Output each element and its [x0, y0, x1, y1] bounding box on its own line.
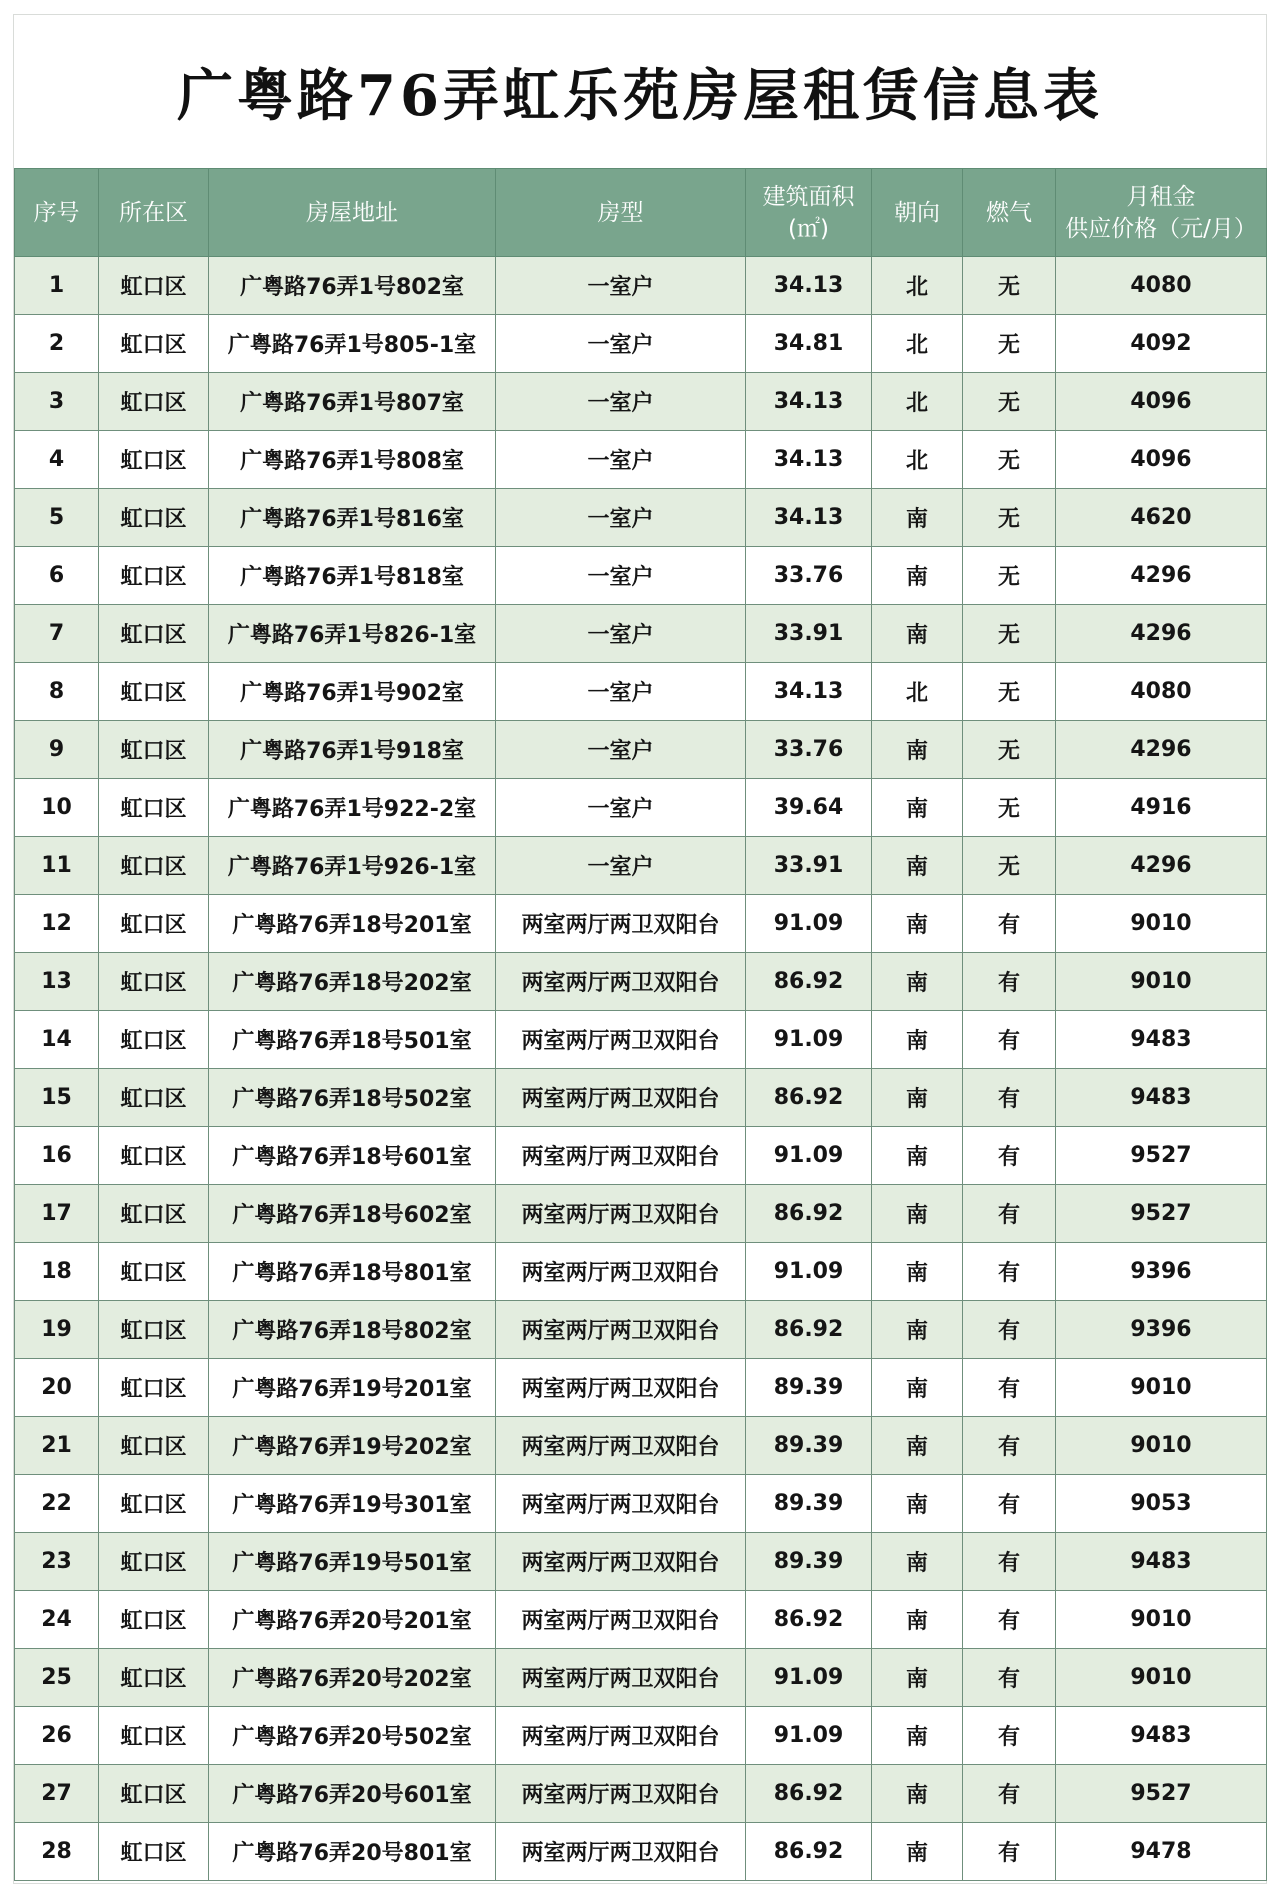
cell-address: 广粤路76弄19号301室 — [209, 1475, 496, 1533]
cell-district: 虹口区 — [99, 1359, 209, 1417]
cell-district: 虹口区 — [99, 1533, 209, 1591]
cell-seq: 17 — [15, 1185, 99, 1243]
cell-address: 广粤路76弄18号501室 — [209, 1011, 496, 1069]
cell-gas: 有 — [963, 1359, 1056, 1417]
cell-gas: 无 — [963, 373, 1056, 431]
table-row — [15, 1533, 1267, 1591]
cell-layout: 两室两厅两卫双阳台 — [496, 1417, 746, 1475]
cell-district: 虹口区 — [99, 1649, 209, 1707]
cell-seq: 15 — [15, 1069, 99, 1127]
cell-district: 虹口区 — [99, 1301, 209, 1359]
cell-area: 91.09 — [746, 1243, 872, 1301]
cell-layout: 两室两厅两卫双阳台 — [496, 1707, 746, 1765]
cell-area: 33.76 — [746, 721, 872, 779]
cell-district: 虹口区 — [99, 605, 209, 663]
cell-district: 虹口区 — [99, 1765, 209, 1823]
cell-area: 86.92 — [746, 1765, 872, 1823]
cell-seq: 9 — [15, 721, 99, 779]
cell-seq: 4 — [15, 431, 99, 489]
cell-district: 虹口区 — [99, 837, 209, 895]
cell-rent: 9010 — [1056, 895, 1267, 953]
cell-district: 虹口区 — [99, 895, 209, 953]
cell-rent: 4080 — [1056, 663, 1267, 721]
cell-address: 广粤路76弄1号922-2室 — [209, 779, 496, 837]
cell-area: 86.92 — [746, 1185, 872, 1243]
cell-seq: 25 — [15, 1649, 99, 1707]
cell-gas: 无 — [963, 779, 1056, 837]
cell-seq: 7 — [15, 605, 99, 663]
cell-area: 91.09 — [746, 895, 872, 953]
cell-seq: 2 — [15, 315, 99, 373]
cell-area: 89.39 — [746, 1533, 872, 1591]
cell-orientation: 南 — [872, 1533, 963, 1591]
cell-district: 虹口区 — [99, 1707, 209, 1765]
cell-area: 91.09 — [746, 1011, 872, 1069]
cell-seq: 27 — [15, 1765, 99, 1823]
cell-district: 虹口区 — [99, 1243, 209, 1301]
cell-rent: 4296 — [1056, 721, 1267, 779]
cell-orientation: 南 — [872, 1591, 963, 1649]
cell-address: 广粤路76弄20号202室 — [209, 1649, 496, 1707]
table-row — [15, 837, 1267, 895]
cell-layout: 一室户 — [496, 779, 746, 837]
cell-district: 虹口区 — [99, 373, 209, 431]
cell-gas: 无 — [963, 489, 1056, 547]
cell-gas: 有 — [963, 1069, 1056, 1127]
cell-rent: 4296 — [1056, 547, 1267, 605]
cell-layout: 一室户 — [496, 315, 746, 373]
cell-layout: 一室户 — [496, 663, 746, 721]
cell-rent: 4916 — [1056, 779, 1267, 837]
cell-gas: 有 — [963, 1765, 1056, 1823]
cell-address: 广粤路76弄1号826-1室 — [209, 605, 496, 663]
cell-orientation: 北 — [872, 663, 963, 721]
cell-area: 34.13 — [746, 373, 872, 431]
table-header-row — [15, 169, 1267, 257]
cell-address: 广粤路76弄20号502室 — [209, 1707, 496, 1765]
header-area-line2: (㎡) — [788, 215, 829, 242]
cell-seq: 10 — [15, 779, 99, 837]
cell-district: 虹口区 — [99, 431, 209, 489]
table-row — [15, 489, 1267, 547]
table-row — [15, 953, 1267, 1011]
cell-district: 虹口区 — [99, 489, 209, 547]
cell-rent: 9483 — [1056, 1011, 1267, 1069]
cell-district: 虹口区 — [99, 953, 209, 1011]
table-row — [15, 431, 1267, 489]
cell-district: 虹口区 — [99, 1417, 209, 1475]
cell-seq: 19 — [15, 1301, 99, 1359]
cell-orientation: 南 — [872, 547, 963, 605]
cell-gas: 有 — [963, 1011, 1056, 1069]
cell-rent: 9396 — [1056, 1301, 1267, 1359]
cell-layout: 一室户 — [496, 257, 746, 315]
table-row — [15, 315, 1267, 373]
cell-layout: 一室户 — [496, 373, 746, 431]
cell-orientation: 南 — [872, 605, 963, 663]
cell-district: 虹口区 — [99, 779, 209, 837]
header-rent-line1: 月租金 — [1126, 183, 1196, 210]
cell-seq: 5 — [15, 489, 99, 547]
cell-rent: 4296 — [1056, 605, 1267, 663]
cell-address: 广粤路76弄20号201室 — [209, 1591, 496, 1649]
cell-address: 广粤路76弄18号502室 — [209, 1069, 496, 1127]
cell-area: 34.13 — [746, 663, 872, 721]
header-orientation: 朝向 — [872, 169, 963, 257]
cell-district: 虹口区 — [99, 1475, 209, 1533]
cell-orientation: 北 — [872, 373, 963, 431]
cell-gas: 无 — [963, 315, 1056, 373]
cell-layout: 两室两厅两卫双阳台 — [496, 1243, 746, 1301]
cell-gas: 有 — [963, 1475, 1056, 1533]
table-row — [15, 1359, 1267, 1417]
cell-address: 广粤路76弄1号808室 — [209, 431, 496, 489]
table-row — [15, 779, 1267, 837]
header-seq: 序号 — [15, 169, 99, 257]
cell-area: 39.64 — [746, 779, 872, 837]
header-area-line1: 建筑面积 — [762, 183, 855, 210]
cell-orientation: 北 — [872, 431, 963, 489]
cell-layout: 两室两厅两卫双阳台 — [496, 1359, 746, 1417]
header-address: 房屋地址 — [209, 169, 496, 257]
cell-area: 86.92 — [746, 1823, 872, 1881]
cell-rent: 9010 — [1056, 953, 1267, 1011]
cell-district: 虹口区 — [99, 1823, 209, 1881]
cell-seq: 20 — [15, 1359, 99, 1417]
cell-address: 广粤路76弄1号926-1室 — [209, 837, 496, 895]
cell-seq: 6 — [15, 547, 99, 605]
rental-table — [14, 168, 1267, 1881]
header-rent-line2: 供应价格（元/月） — [1065, 215, 1257, 242]
cell-rent: 9396 — [1056, 1243, 1267, 1301]
cell-seq: 21 — [15, 1417, 99, 1475]
cell-layout: 两室两厅两卫双阳台 — [496, 1649, 746, 1707]
cell-area: 33.91 — [746, 605, 872, 663]
cell-address: 广粤路76弄1号807室 — [209, 373, 496, 431]
cell-rent: 9010 — [1056, 1359, 1267, 1417]
cell-district: 虹口区 — [99, 1185, 209, 1243]
cell-district: 虹口区 — [99, 663, 209, 721]
cell-gas: 无 — [963, 431, 1056, 489]
table-row — [15, 1649, 1267, 1707]
cell-seq: 24 — [15, 1591, 99, 1649]
cell-layout: 两室两厅两卫双阳台 — [496, 953, 746, 1011]
cell-area: 33.76 — [746, 547, 872, 605]
table-row — [15, 1011, 1267, 1069]
cell-rent: 9527 — [1056, 1185, 1267, 1243]
cell-gas: 有 — [963, 1417, 1056, 1475]
cell-address: 广粤路76弄1号918室 — [209, 721, 496, 779]
cell-gas: 有 — [963, 1301, 1056, 1359]
cell-gas: 有 — [963, 1243, 1056, 1301]
table-row — [15, 663, 1267, 721]
cell-orientation: 南 — [872, 1417, 963, 1475]
cell-address: 广粤路76弄18号202室 — [209, 953, 496, 1011]
table-row — [15, 1069, 1267, 1127]
cell-area: 89.39 — [746, 1359, 872, 1417]
cell-orientation: 南 — [872, 1707, 963, 1765]
cell-area: 34.13 — [746, 489, 872, 547]
cell-rent: 4096 — [1056, 431, 1267, 489]
cell-area: 86.92 — [746, 953, 872, 1011]
cell-rent: 9478 — [1056, 1823, 1267, 1881]
table-row — [15, 1127, 1267, 1185]
cell-rent: 9010 — [1056, 1649, 1267, 1707]
cell-address: 广粤路76弄18号801室 — [209, 1243, 496, 1301]
cell-layout: 两室两厅两卫双阳台 — [496, 1301, 746, 1359]
cell-district: 虹口区 — [99, 1127, 209, 1185]
cell-rent: 9010 — [1056, 1591, 1267, 1649]
cell-area: 86.92 — [746, 1591, 872, 1649]
cell-rent: 9483 — [1056, 1533, 1267, 1591]
cell-seq: 16 — [15, 1127, 99, 1185]
cell-address: 广粤路76弄18号602室 — [209, 1185, 496, 1243]
cell-area: 33.91 — [746, 837, 872, 895]
cell-address: 广粤路76弄1号802室 — [209, 257, 496, 315]
cell-seq: 11 — [15, 837, 99, 895]
cell-seq: 14 — [15, 1011, 99, 1069]
cell-address: 广粤路76弄19号501室 — [209, 1533, 496, 1591]
cell-layout: 一室户 — [496, 547, 746, 605]
cell-district: 虹口区 — [99, 315, 209, 373]
cell-layout: 一室户 — [496, 489, 746, 547]
cell-layout: 两室两厅两卫双阳台 — [496, 1765, 746, 1823]
cell-seq: 28 — [15, 1823, 99, 1881]
cell-rent: 9527 — [1056, 1127, 1267, 1185]
table-row — [15, 1823, 1267, 1881]
cell-orientation: 南 — [872, 489, 963, 547]
cell-orientation: 南 — [872, 1359, 963, 1417]
cell-rent: 4080 — [1056, 257, 1267, 315]
cell-area: 34.81 — [746, 315, 872, 373]
cell-gas: 有 — [963, 1649, 1056, 1707]
cell-orientation: 南 — [872, 1069, 963, 1127]
cell-gas: 无 — [963, 257, 1056, 315]
cell-address: 广粤路76弄18号201室 — [209, 895, 496, 953]
cell-gas: 有 — [963, 1533, 1056, 1591]
cell-district: 虹口区 — [99, 1011, 209, 1069]
cell-rent: 4620 — [1056, 489, 1267, 547]
cell-layout: 一室户 — [496, 431, 746, 489]
table-row — [15, 1707, 1267, 1765]
cell-rent: 9483 — [1056, 1069, 1267, 1127]
cell-orientation: 南 — [872, 1301, 963, 1359]
cell-layout: 一室户 — [496, 721, 746, 779]
cell-orientation: 南 — [872, 895, 963, 953]
cell-gas: 无 — [963, 605, 1056, 663]
cell-layout: 一室户 — [496, 605, 746, 663]
cell-gas: 无 — [963, 547, 1056, 605]
cell-orientation: 南 — [872, 721, 963, 779]
cell-rent: 9527 — [1056, 1765, 1267, 1823]
cell-area: 91.09 — [746, 1127, 872, 1185]
header-district: 所在区 — [99, 169, 209, 257]
table-row — [15, 1185, 1267, 1243]
cell-orientation: 南 — [872, 1185, 963, 1243]
cell-area: 34.13 — [746, 431, 872, 489]
cell-district: 虹口区 — [99, 1591, 209, 1649]
cell-layout: 两室两厅两卫双阳台 — [496, 1185, 746, 1243]
cell-address: 广粤路76弄18号601室 — [209, 1127, 496, 1185]
cell-address: 广粤路76弄18号802室 — [209, 1301, 496, 1359]
cell-layout: 两室两厅两卫双阳台 — [496, 1011, 746, 1069]
cell-address: 广粤路76弄1号816室 — [209, 489, 496, 547]
table-row — [15, 257, 1267, 315]
cell-orientation: 南 — [872, 1649, 963, 1707]
cell-address: 广粤路76弄19号202室 — [209, 1417, 496, 1475]
table-row — [15, 1417, 1267, 1475]
cell-address: 广粤路76弄20号601室 — [209, 1765, 496, 1823]
table-row — [15, 721, 1267, 779]
cell-area: 89.39 — [746, 1417, 872, 1475]
cell-layout: 两室两厅两卫双阳台 — [496, 1069, 746, 1127]
cell-gas: 有 — [963, 1127, 1056, 1185]
cell-address: 广粤路76弄1号805-1室 — [209, 315, 496, 373]
cell-layout: 两室两厅两卫双阳台 — [496, 1591, 746, 1649]
cell-gas: 无 — [963, 663, 1056, 721]
cell-area: 89.39 — [746, 1475, 872, 1533]
cell-orientation: 南 — [872, 1475, 963, 1533]
cell-area: 86.92 — [746, 1301, 872, 1359]
cell-rent: 4296 — [1056, 837, 1267, 895]
table-row — [15, 1475, 1267, 1533]
cell-seq: 12 — [15, 895, 99, 953]
cell-layout: 两室两厅两卫双阳台 — [496, 1127, 746, 1185]
cell-gas: 有 — [963, 1591, 1056, 1649]
cell-gas: 有 — [963, 895, 1056, 953]
cell-area: 86.92 — [746, 1069, 872, 1127]
cell-seq: 3 — [15, 373, 99, 431]
cell-address: 广粤路76弄1号818室 — [209, 547, 496, 605]
cell-area: 91.09 — [746, 1707, 872, 1765]
cell-orientation: 南 — [872, 779, 963, 837]
cell-district: 虹口区 — [99, 547, 209, 605]
cell-seq: 13 — [15, 953, 99, 1011]
cell-seq: 23 — [15, 1533, 99, 1591]
cell-orientation: 南 — [872, 1127, 963, 1185]
page-title: 广粤路76弄虹乐苑房屋租赁信息表 — [177, 62, 1103, 129]
table-row — [15, 1243, 1267, 1301]
cell-gas: 无 — [963, 837, 1056, 895]
table-row — [15, 1765, 1267, 1823]
cell-address: 广粤路76弄20号801室 — [209, 1823, 496, 1881]
table-row — [15, 547, 1267, 605]
cell-district: 虹口区 — [99, 257, 209, 315]
cell-gas: 有 — [963, 1185, 1056, 1243]
cell-orientation: 南 — [872, 1243, 963, 1301]
cell-orientation: 南 — [872, 1011, 963, 1069]
cell-gas: 无 — [963, 721, 1056, 779]
header-layout: 房型 — [496, 169, 746, 257]
cell-layout: 两室两厅两卫双阳台 — [496, 1475, 746, 1533]
cell-address: 广粤路76弄1号902室 — [209, 663, 496, 721]
cell-seq: 1 — [15, 257, 99, 315]
cell-seq: 8 — [15, 663, 99, 721]
cell-orientation: 南 — [872, 953, 963, 1011]
table-row — [15, 373, 1267, 431]
cell-orientation: 北 — [872, 315, 963, 373]
cell-gas: 有 — [963, 953, 1056, 1011]
cell-rent: 9010 — [1056, 1417, 1267, 1475]
header-area — [746, 169, 872, 257]
cell-rent: 4092 — [1056, 315, 1267, 373]
table-row — [15, 1301, 1267, 1359]
cell-layout: 两室两厅两卫双阳台 — [496, 1823, 746, 1881]
table-body — [15, 257, 1267, 1881]
cell-orientation: 南 — [872, 1823, 963, 1881]
cell-gas: 有 — [963, 1707, 1056, 1765]
table-row — [15, 605, 1267, 663]
cell-district: 虹口区 — [99, 721, 209, 779]
cell-rent: 4096 — [1056, 373, 1267, 431]
cell-rent: 9053 — [1056, 1475, 1267, 1533]
cell-seq: 22 — [15, 1475, 99, 1533]
cell-area: 34.13 — [746, 257, 872, 315]
cell-orientation: 南 — [872, 1765, 963, 1823]
cell-layout: 两室两厅两卫双阳台 — [496, 895, 746, 953]
cell-orientation: 北 — [872, 257, 963, 315]
cell-rent: 9483 — [1056, 1707, 1267, 1765]
cell-seq: 18 — [15, 1243, 99, 1301]
cell-district: 虹口区 — [99, 1069, 209, 1127]
cell-gas: 有 — [963, 1823, 1056, 1881]
cell-area: 91.09 — [746, 1649, 872, 1707]
rental-sheet — [13, 14, 1267, 1884]
header-gas: 燃气 — [963, 169, 1056, 257]
cell-address: 广粤路76弄19号201室 — [209, 1359, 496, 1417]
cell-seq: 26 — [15, 1707, 99, 1765]
table-row — [15, 1591, 1267, 1649]
cell-orientation: 南 — [872, 837, 963, 895]
cell-layout: 两室两厅两卫双阳台 — [496, 1533, 746, 1591]
cell-layout: 一室户 — [496, 837, 746, 895]
header-rent — [1056, 169, 1267, 257]
table-row — [15, 895, 1267, 953]
